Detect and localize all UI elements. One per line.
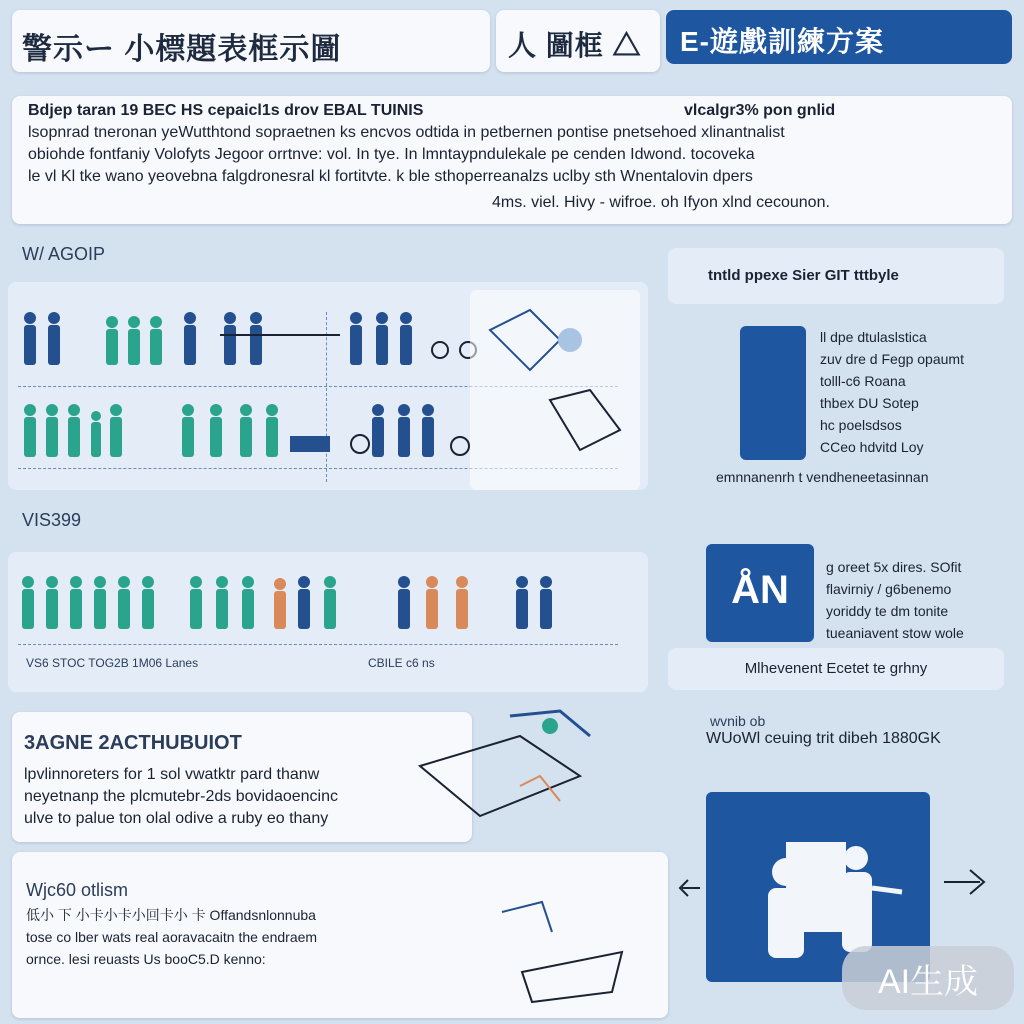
section2-footer-left: VS6 STOC TOG2B 1M06 Lanes xyxy=(26,656,199,670)
intro-line-4: 4ms. viel. Hivy - wifroe. oh Ifyon xlnd cecounon. xyxy=(492,194,830,211)
section2-footer-mid: CBILE c6 ns xyxy=(368,656,435,670)
section1-side-item: ll dpe dtulaslstica xyxy=(820,329,927,345)
person-icon xyxy=(46,576,58,629)
section4-sketch-icon xyxy=(482,872,652,1012)
person-icon xyxy=(216,576,228,629)
person-icon xyxy=(426,576,438,629)
section2-side-line: flavirniy / g6benemo xyxy=(826,581,952,597)
section2-area xyxy=(8,552,648,692)
intro-line-3: le vl Kl tke wano yeovebna falgdronesral kl fortitvte. k ble sthoperreanalzs uclby sth Wnentalovin dpers xyxy=(28,168,753,185)
section1-side-title: tntld ppexe Sier GIT tttbyle xyxy=(708,267,899,284)
section3-sketch-icon xyxy=(400,706,680,846)
person-icon xyxy=(398,404,410,457)
people-row-2 xyxy=(20,402,480,462)
person-icon xyxy=(68,404,80,457)
person-icon xyxy=(210,404,222,457)
person-icon xyxy=(22,576,34,629)
section3-side-text: WUoWl ceuing trit dibeh 1880GK xyxy=(706,730,941,747)
intro-line-1: lsopnrad tneronan yeWutthtond sopraetnen ks encvos odtida in petbernen pontise pnetsehoed xlinantnalist xyxy=(28,124,785,141)
section2-side-line: yoriddy te dm tonite xyxy=(826,603,949,619)
section1-side-item: zuv dre d Fegp opaumt xyxy=(820,351,964,367)
intro-line-2: obiohde fontfaniy Volofyts Jegoor orrtnve: vol. In tye. In lmntaypndulekale pe cenden Idwond. tocoveka xyxy=(28,146,755,163)
right-arrow-icon xyxy=(940,862,990,902)
section2-card-glyph: ÅN xyxy=(731,568,789,612)
section3-line-2: neyetnanp the plcmutebr-2ds bovidaoencinc xyxy=(24,788,338,805)
header-center-title: 人 圖框 △ xyxy=(508,30,642,61)
person-icon xyxy=(422,404,434,457)
section3-side-small: wvnib ob xyxy=(710,713,766,729)
people-row-3 xyxy=(18,574,578,634)
section1-side-item: CCeo hdvitd Loy xyxy=(820,439,924,455)
person-icon xyxy=(400,312,412,365)
person-icon xyxy=(250,312,262,365)
person-icon xyxy=(242,576,254,629)
section2-side-lines xyxy=(826,556,1012,644)
header-center-panel xyxy=(496,10,660,72)
section1-side-item: thbex DU Sotep xyxy=(820,395,919,411)
person-icon xyxy=(266,404,278,457)
person-icon xyxy=(150,316,162,365)
person-icon xyxy=(224,312,236,365)
person-icon xyxy=(70,576,82,629)
header-right-banner xyxy=(666,10,1012,64)
section2-button[interactable] xyxy=(668,648,1004,690)
section4-title: Wjc60 otlism xyxy=(26,880,129,900)
section1-side-title-box xyxy=(668,248,1004,304)
person-icon xyxy=(274,578,286,629)
section2-side-line: tueaniavent stow wole xyxy=(826,625,964,641)
person-icon xyxy=(324,576,336,629)
person-icon xyxy=(516,576,528,629)
section4-panel xyxy=(12,852,668,1018)
person-icon xyxy=(94,576,106,629)
section1-side-item: hc poelsdsos xyxy=(820,417,902,433)
people-row-1 xyxy=(20,310,480,370)
section2-label: VIS399 xyxy=(22,510,82,530)
person-icon xyxy=(46,404,58,457)
person-icon xyxy=(298,576,310,629)
person-icon xyxy=(540,576,552,629)
section1-side-item: tolll-c6 Roana xyxy=(820,373,906,389)
section2-button-label: Mlhevenent Ecetet te grhny xyxy=(744,660,928,677)
person-icon xyxy=(106,316,118,365)
person-icon xyxy=(372,404,384,457)
section3-title: 3AGNE 2ACTHUBUIOT xyxy=(24,732,242,754)
section1-label: W/ AGOIP xyxy=(22,244,106,264)
person-icon xyxy=(24,312,36,365)
person-icon xyxy=(184,312,196,365)
person-icon xyxy=(48,312,60,365)
header-right-title: E-遊戲訓練方案 xyxy=(680,26,885,57)
intro-panel xyxy=(12,96,1012,224)
section1-side-list xyxy=(820,326,1010,458)
section4-line-3: ornce. lesi reuasts Us booC5.D kenno: xyxy=(26,951,266,967)
section3-line-1: lpvlinnoreters for 1 sol vwatktr pard thanw xyxy=(24,766,320,783)
section1-sketch xyxy=(470,290,640,490)
section3-line-3: ulve to palue ton olal odive a ruby eo thany xyxy=(24,810,329,827)
person-icon xyxy=(240,404,252,457)
person-icon xyxy=(142,576,154,629)
section1-caption: emnnanenrh t vendheneetasinnan xyxy=(716,469,929,485)
person-icon xyxy=(398,576,410,629)
person-icon xyxy=(350,312,362,365)
person-icon xyxy=(376,312,388,365)
person-icon xyxy=(182,404,194,457)
section4-line-2: tose co lber wats real aoravacaitn the endraem xyxy=(26,929,318,945)
intro-headline: Bdjep taran 19 BEC HS cepaicl1s drov EBAL TUINIS xyxy=(28,102,424,119)
section2-side-line: g oreet 5x dires. SOfit xyxy=(826,559,962,575)
header-left-panel xyxy=(12,10,490,72)
section1-side-card xyxy=(740,326,806,460)
section2-card xyxy=(706,544,814,642)
section4-line-1: 低小 下 小卡小卡小回卡小 卡 Offandsnlonnuba xyxy=(26,907,316,923)
person-icon xyxy=(24,404,36,457)
ai-generated-watermark: AI生成 xyxy=(842,946,1014,1010)
intro-headline-right: vlcalgr3% pon gnlid xyxy=(684,102,836,119)
person-icon xyxy=(128,316,140,365)
person-icon xyxy=(110,404,122,457)
person-icon xyxy=(118,576,130,629)
person-icon xyxy=(456,576,468,629)
person-icon xyxy=(190,576,202,629)
sketch-icon xyxy=(470,290,640,490)
section2-divider xyxy=(18,644,618,645)
left-arrow-icon xyxy=(674,872,704,902)
header-left-title: 警示ー 小標題表框示圖 xyxy=(22,33,342,66)
person-icon xyxy=(91,411,101,457)
